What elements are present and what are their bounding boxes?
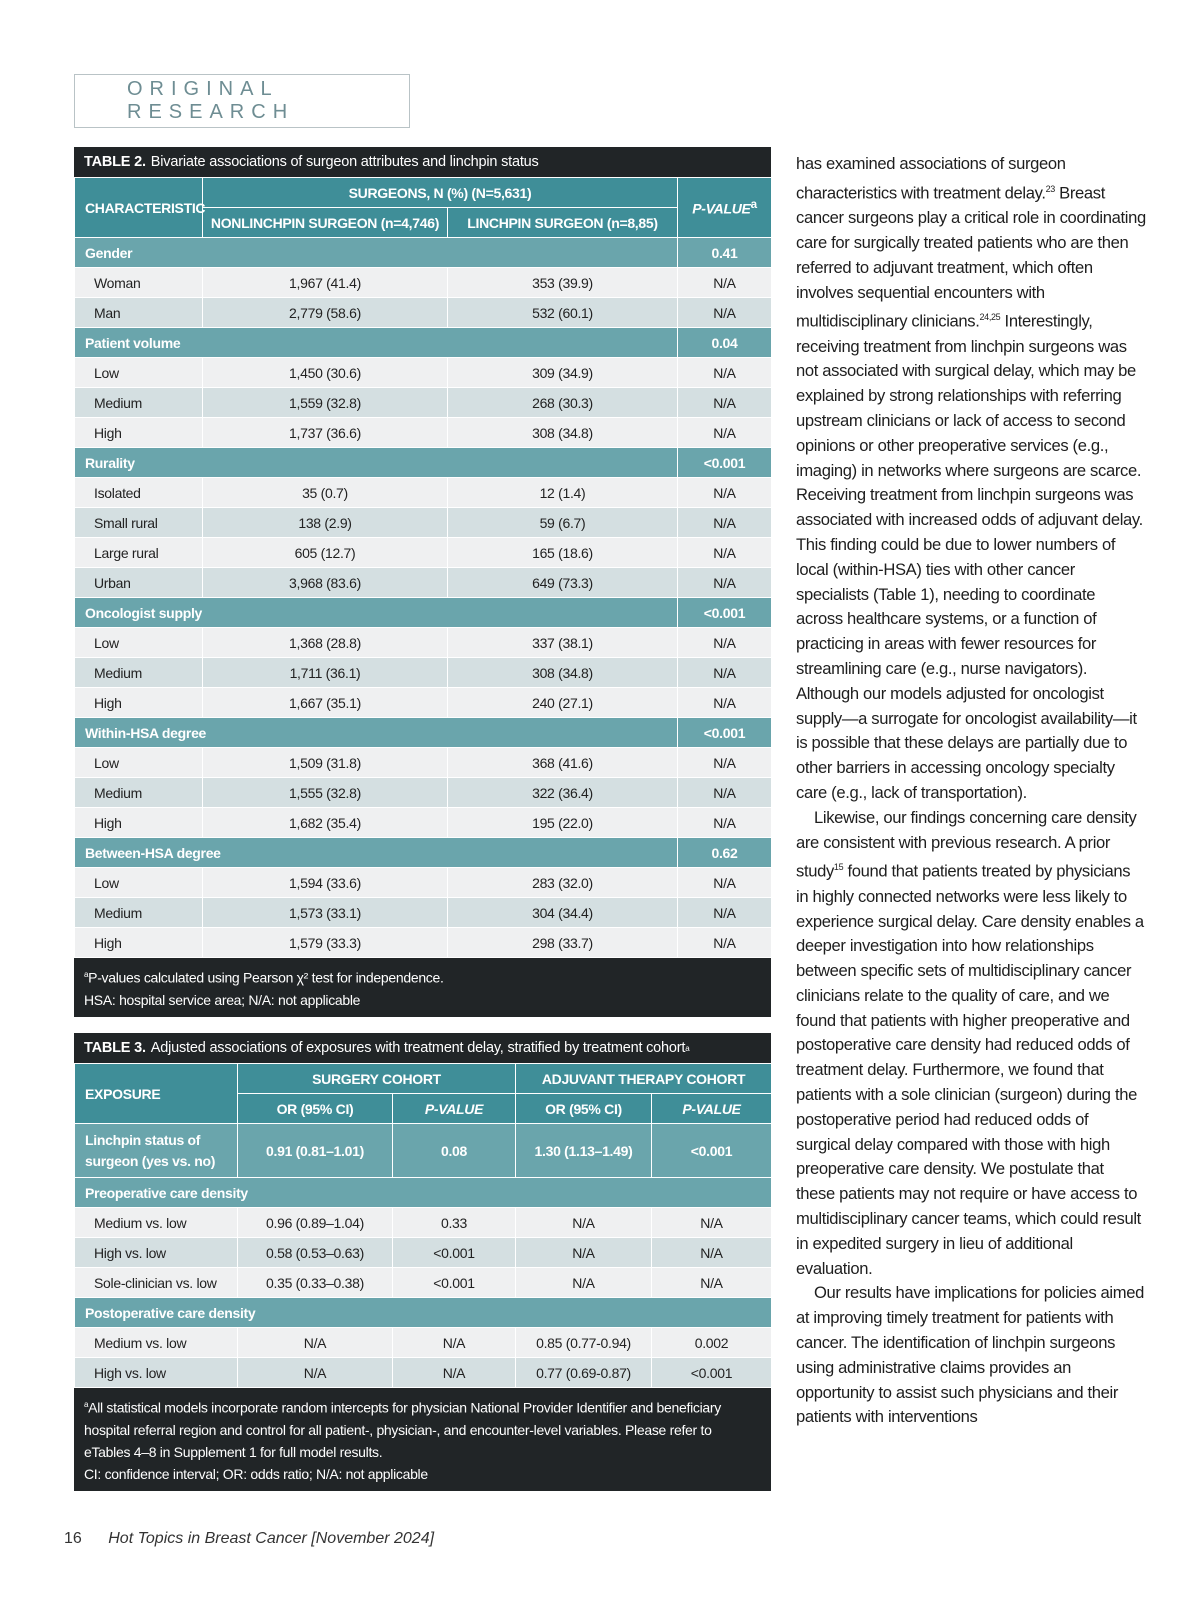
table-row: [75, 688, 772, 718]
linchpin-value: 649 (73.3): [448, 568, 678, 598]
linchpin-row-surgery-or: 0.91 (0.81–1.01): [238, 1124, 393, 1178]
linchpin-value: 532 (60.1): [448, 298, 678, 328]
linchpin-row-adjuvant-or: 1.30 (1.13–1.49): [516, 1124, 652, 1178]
nonlinchpin-value: 1,509 (31.8): [203, 748, 448, 778]
adjuvant-p: N/A: [652, 1268, 772, 1298]
p-value: N/A: [678, 388, 772, 418]
row-label: Low: [75, 628, 203, 658]
p-value: N/A: [678, 568, 772, 598]
linchpin-value: 59 (6.7): [448, 508, 678, 538]
table-row: [75, 628, 772, 658]
linchpin-value: 308 (34.8): [448, 658, 678, 688]
table-3-label: TABLE 3.: [84, 1040, 146, 1056]
linchpin-value: 12 (1.4): [448, 478, 678, 508]
row-label: Small rural: [75, 508, 203, 538]
linchpin-value: 268 (30.3): [448, 388, 678, 418]
table-2-footnote-line-1: [84, 964, 761, 989]
group-name: Gender: [75, 238, 678, 268]
reference-sup: 23: [1045, 183, 1055, 194]
group-p-value: 0.62: [678, 838, 772, 868]
table-row: [75, 778, 772, 808]
nonlinchpin-value: 1,594 (33.6): [203, 868, 448, 898]
publication-name: Hot Topics in Breast Cancer [November 2024]: [108, 1530, 435, 1547]
row-label: Low: [75, 748, 203, 778]
row-label: High: [75, 808, 203, 838]
nonlinchpin-value: 2,779 (58.6): [203, 298, 448, 328]
p-value: N/A: [678, 778, 772, 808]
row-label: High: [75, 688, 203, 718]
linchpin-row-label: Linchpin status of surgeon (yes vs. no): [75, 1124, 238, 1178]
linchpin-value: 195 (22.0): [448, 808, 678, 838]
body-text-span: Likewise, our findings concerning care density are consistent with previous research. A prior study: [796, 807, 1137, 881]
table-3-header-adjuvant-or: OR (95% CI): [516, 1094, 652, 1124]
surgery-p: N/A: [393, 1358, 516, 1388]
reference-sup: 24,25: [979, 312, 1001, 323]
adjuvant-or: N/A: [516, 1268, 652, 1298]
surgery-p: N/A: [393, 1328, 516, 1358]
p-value: N/A: [678, 418, 772, 448]
p-value-header-text: P-VALUE: [424, 1100, 484, 1117]
table-2-group-row: [75, 328, 772, 358]
table-3-header-surgery-or: OR (95% CI): [238, 1094, 393, 1124]
body-paragraph-3: Our results have implications for policies aimed at improving timely treatment for patients with cancer. The identification of linchpin surgeons using administrative claims provides an opportunity to assist such physicians and their patients with interventions: [796, 1283, 1144, 1427]
group-name: Between-HSA degree: [75, 838, 678, 868]
p-value: N/A: [678, 868, 772, 898]
p-value-header-sup: a: [750, 198, 757, 212]
nonlinchpin-value: 1,559 (32.8): [203, 388, 448, 418]
p-value: N/A: [678, 628, 772, 658]
p-value: N/A: [678, 808, 772, 838]
row-label: Medium: [75, 778, 203, 808]
table-2-group-row: [75, 718, 772, 748]
row-label: High vs. low: [75, 1358, 238, 1388]
footnote-text: All statistical models incorporate random intercepts for physician National Provider Identifier and beneficiary hospital referral region and control for all patient-, physician-, and encounter-level variables. Please refer to eTables 4–8 in Supplement 1 for full model results.: [84, 1399, 721, 1460]
table-row: [75, 508, 772, 538]
table-3-footnote: [74, 1388, 771, 1491]
row-label: Large rural: [75, 538, 203, 568]
reference-sup: 15: [833, 862, 844, 873]
table-row: [75, 388, 772, 418]
table-row: [75, 1268, 772, 1298]
surgery-p: 0.33: [393, 1208, 516, 1238]
linchpin-value: 368 (41.6): [448, 748, 678, 778]
nonlinchpin-value: 138 (2.9): [203, 508, 448, 538]
p-value: N/A: [678, 268, 772, 298]
adjuvant-p: N/A: [652, 1238, 772, 1268]
surgery-p: <0.001: [393, 1268, 516, 1298]
body-paragraph-2: [796, 806, 1146, 1282]
row-label: High: [75, 418, 203, 448]
table-row: [75, 568, 772, 598]
nonlinchpin-value: 1,667 (35.1): [203, 688, 448, 718]
linchpin-value: 165 (18.6): [448, 538, 678, 568]
table-3-header-adjuvant: ADJUVANT THERAPY COHORT: [516, 1064, 772, 1094]
table-row: [75, 418, 772, 448]
table-3-footnote-line-2: CI: confidence interval; OR: odds ratio; N/A: not applicable: [84, 1465, 428, 1482]
p-value: N/A: [678, 658, 772, 688]
linchpin-value: 283 (32.0): [448, 868, 678, 898]
surgery-or: 0.35 (0.33–0.38): [238, 1268, 393, 1298]
table-2-body: [75, 238, 772, 958]
table-row: [75, 928, 772, 958]
table-3-linchpin-row: [75, 1124, 772, 1178]
table-2-group-row: [75, 838, 772, 868]
row-label: High: [75, 928, 203, 958]
table-3-header-adjuvant-p: [652, 1094, 772, 1124]
table-3-header-surgery-p: [393, 1094, 516, 1124]
group-name: Rurality: [75, 448, 678, 478]
footnote-text: P-values calculated using Pearson χ² test for independence.: [88, 969, 444, 986]
p-value: N/A: [678, 928, 772, 958]
nonlinchpin-value: 1,737 (36.6): [203, 418, 448, 448]
p-value: N/A: [678, 538, 772, 568]
adjuvant-or: N/A: [516, 1208, 652, 1238]
table-3-title-bar: [74, 1033, 771, 1063]
row-label: Medium: [75, 658, 203, 688]
linchpin-value: 304 (34.4): [448, 898, 678, 928]
table-3-group-row: [75, 1298, 772, 1328]
adjuvant-or: 0.85 (0.77-0.94): [516, 1328, 652, 1358]
surgery-or: 0.58 (0.53–0.63): [238, 1238, 393, 1268]
table-row: [75, 808, 772, 838]
p-value-header-text: P-VALUE: [682, 1100, 741, 1117]
row-label: High vs. low: [75, 1238, 238, 1268]
linchpin-value: 337 (38.1): [448, 628, 678, 658]
row-label: Isolated: [75, 478, 203, 508]
table-3: [74, 1033, 771, 1491]
nonlinchpin-value: 1,967 (41.4): [203, 268, 448, 298]
body-text-span: found that patients treated by physicians in highly connected networks were less likely to experience surgical delay. Care density enables a deeper investigation into how relationships between specific sets of multidisciplinary cancer clinicians relate to the quality of care, and we found that patients with higher preoperative and postoperative care density had reduced odds of treatment delay. Furthermore, we found that patients with a sole clinician (surgeon) during the postoperative period had reduced odds of surgical delay compared with those with high preoperative care density. We postulate that these patients may not require or have access to multidisciplinary cancer teams, which could result in expedited surgery in lieu of additional evaluation.: [796, 861, 1144, 1278]
table-row: [75, 1358, 772, 1388]
table-2-header-linchpin: LINCHPIN SURGEON (n=8,85): [448, 208, 678, 238]
table-3-body: [75, 1124, 772, 1388]
nonlinchpin-value: 1,579 (33.3): [203, 928, 448, 958]
surgery-or: N/A: [238, 1358, 393, 1388]
row-label: Medium: [75, 898, 203, 928]
group-name: Oncologist supply: [75, 598, 678, 628]
body-text-column: [796, 152, 1146, 1430]
table-row: [75, 478, 772, 508]
table-2-title-bar: [74, 147, 771, 177]
row-label: Medium: [75, 388, 203, 418]
table-2-footnote-line-2: HSA: hospital service area; N/A: not applicable: [84, 991, 361, 1008]
group-name: Preoperative care density: [75, 1178, 772, 1208]
p-value-header-text: P-VALUE: [692, 200, 751, 217]
table-2-header-surgeons: SURGEONS, N (%) (N=5,631): [203, 178, 678, 208]
table-row: [75, 868, 772, 898]
table-row: [75, 1328, 772, 1358]
body-text-span: has examined associations of surgeon characteristics with treatment delay.: [796, 154, 1066, 203]
group-p-value: <0.001: [678, 448, 772, 478]
adjuvant-or: N/A: [516, 1238, 652, 1268]
row-label: Low: [75, 868, 203, 898]
linchpin-value: 240 (27.1): [448, 688, 678, 718]
p-value: N/A: [678, 508, 772, 538]
linchpin-row-surgery-p: 0.08: [393, 1124, 516, 1178]
footnote-sup: a: [84, 1400, 89, 1409]
nonlinchpin-value: 605 (12.7): [203, 538, 448, 568]
table-2-group-row: [75, 448, 772, 478]
page-number: 16: [64, 1530, 82, 1547]
table-row: [75, 358, 772, 388]
linchpin-value: 298 (33.7): [448, 928, 678, 958]
table-3-grid: [74, 1063, 772, 1388]
p-value: N/A: [678, 688, 772, 718]
linchpin-value: 322 (36.4): [448, 778, 678, 808]
table-3-title-sup: a: [685, 1043, 690, 1053]
nonlinchpin-value: 35 (0.7): [203, 478, 448, 508]
linchpin-value: 353 (39.9): [448, 268, 678, 298]
linchpin-value: 309 (34.9): [448, 358, 678, 388]
nonlinchpin-value: 1,682 (35.4): [203, 808, 448, 838]
body-paragraph-1: [796, 152, 1146, 806]
table-2-header-nonlinchpin: NONLINCHPIN SURGEON (n=4,746): [203, 208, 448, 238]
table-row: [75, 1238, 772, 1268]
table-3-group-row: [75, 1178, 772, 1208]
table-2-group-row: [75, 238, 772, 268]
nonlinchpin-value: 1,711 (36.1): [203, 658, 448, 688]
table-2-footnote: [74, 958, 771, 1017]
adjuvant-p: <0.001: [652, 1358, 772, 1388]
table-3-header-surgery: SURGERY COHORT: [238, 1064, 516, 1094]
p-value: N/A: [678, 358, 772, 388]
footnote-sup: a: [84, 970, 89, 979]
group-p-value: <0.001: [678, 598, 772, 628]
group-name: Patient volume: [75, 328, 678, 358]
table-row: [75, 298, 772, 328]
group-name: Postoperative care density: [75, 1298, 772, 1328]
p-value: N/A: [678, 748, 772, 778]
table-2-group-row: [75, 598, 772, 628]
p-value: N/A: [678, 298, 772, 328]
body-text-span: Interestingly, receiving treatment from linchpin surgeons was not associated with surgical delay, which may be explained by strong relationships with referring upstream clinicians or lack of access to second opinions or other preoperative services (e.g., imaging) in networks where surgeons are scarce. Receiving treatment from linchpin surgeons was associated with increased odds of adjuvant delay. This finding could be due to lower numbers of local (within-HSA) ties with other cancer specialists (Table 1), needing to coordinate across healthcare systems, or a function of practicing in areas with fewer resources for streamlining care (e.g., nurse navigators). Although our models adjusted for oncologist supply—a surrogate for oncologist availability—it is possible that these delays are partially due to other barriers in accessing oncology specialty care (e.g., lack of transportation).: [796, 311, 1143, 802]
linchpin-row-adjuvant-p: <0.001: [652, 1124, 772, 1178]
nonlinchpin-value: 1,573 (33.1): [203, 898, 448, 928]
adjuvant-p: 0.002: [652, 1328, 772, 1358]
table-row: [75, 538, 772, 568]
row-label: Man: [75, 298, 203, 328]
table-2-title: Bivariate associations of surgeon attributes and linchpin status: [150, 154, 539, 170]
table-3-header-exposure: EXPOSURE: [75, 1064, 238, 1124]
table-3-title: Adjusted associations of exposures with treatment delay, stratified by treatment cohort: [150, 1040, 686, 1056]
table-row: [75, 898, 772, 928]
nonlinchpin-value: 1,368 (28.8): [203, 628, 448, 658]
table-3-footnote-line-1: [84, 1394, 761, 1463]
table-2-header-characteristic: CHARACTERISTIC: [75, 178, 203, 238]
table-2: [74, 147, 771, 1017]
adjuvant-p: N/A: [652, 1208, 772, 1238]
table-2-grid: [74, 177, 772, 958]
row-label: Woman: [75, 268, 203, 298]
surgery-or: N/A: [238, 1328, 393, 1358]
table-row: [75, 658, 772, 688]
page-footer: [64, 1530, 434, 1548]
nonlinchpin-value: 1,450 (30.6): [203, 358, 448, 388]
table-2-label: TABLE 2.: [84, 154, 146, 170]
table-row: [75, 748, 772, 778]
linchpin-value: 308 (34.8): [448, 418, 678, 448]
row-label: Sole-clinician vs. low: [75, 1268, 238, 1298]
row-label: Medium vs. low: [75, 1208, 238, 1238]
row-label: Medium vs. low: [75, 1328, 238, 1358]
surgery-p: <0.001: [393, 1238, 516, 1268]
surgery-or: 0.96 (0.89–1.04): [238, 1208, 393, 1238]
p-value: N/A: [678, 898, 772, 928]
group-name: Within-HSA degree: [75, 718, 678, 748]
table-2-header-pvalue: [678, 178, 772, 238]
body-text-span: Breast cancer surgeons play a critical role in coordinating care for surgically treated patients who are then referred to adjuvant treatment, which often involves sequential encounters with multidisciplinary clinicians.: [796, 183, 1146, 331]
group-p-value: <0.001: [678, 718, 772, 748]
row-label: Low: [75, 358, 203, 388]
row-label: Urban: [75, 568, 203, 598]
p-value: N/A: [678, 478, 772, 508]
group-p-value: 0.04: [678, 328, 772, 358]
table-row: [75, 1208, 772, 1238]
section-label: ORIGINAL RESEARCH: [74, 74, 410, 128]
group-p-value: 0.41: [678, 238, 772, 268]
nonlinchpin-value: 3,968 (83.6): [203, 568, 448, 598]
nonlinchpin-value: 1,555 (32.8): [203, 778, 448, 808]
table-row: [75, 268, 772, 298]
adjuvant-or: 0.77 (0.69-0.87): [516, 1358, 652, 1388]
